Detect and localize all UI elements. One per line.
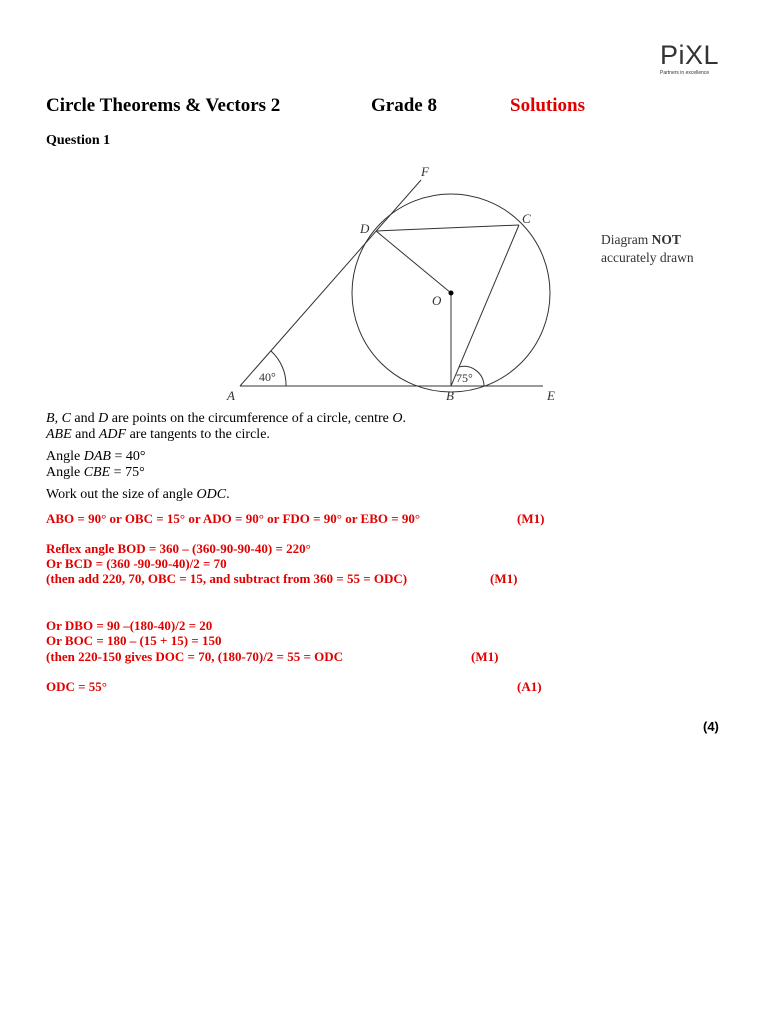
task-p2: . (226, 487, 230, 502)
statement-line-1 (46, 411, 406, 427)
logo-word: PiXL (660, 40, 720, 70)
radius-od (376, 231, 451, 293)
note-not: NOT (651, 232, 681, 247)
question-label: Question 1 (46, 133, 111, 148)
note-line1: Diagram (601, 232, 652, 247)
tangent-adf-name: ADF (98, 427, 127, 442)
label-e: E (547, 388, 555, 403)
s1-p5: are points on the circumference of a circle, centre (108, 411, 393, 426)
s1-p7: . (402, 411, 406, 426)
given-angle-dab (46, 449, 145, 465)
note-line2: accurately drawn (601, 250, 694, 265)
solution-mark-1: (M1) (517, 511, 545, 526)
label-f: F (421, 164, 429, 179)
label-a: A (227, 388, 235, 403)
task-line (46, 487, 230, 503)
total-marks: (4) (703, 719, 719, 734)
center-point (449, 291, 454, 296)
solution-line-1: ABO = 90° or OBC = 15° or ADO = 90° or FDO = 90° or EBO = 90° (46, 511, 421, 526)
point-d: D (98, 411, 109, 426)
ga1-p2: = 40° (110, 449, 146, 464)
page-title: Circle Theorems & Vectors 2 (46, 95, 281, 116)
angle-a-label: 40° (259, 370, 276, 384)
tangent-adf (240, 180, 421, 386)
s1-p1: , (54, 411, 62, 426)
solution-line-3: Or BCD = (360 -90-90-40)/2 = 70 (46, 556, 227, 571)
solution-mark-7: (M1) (471, 649, 499, 664)
page-header (46, 95, 726, 119)
solution-line-8: ODC = 55° (46, 679, 107, 694)
solution-line-2: Reflex angle BOD = 360 – (360-90-90-40) = 220° (46, 541, 311, 556)
logo-tagline: Partners in excellence (660, 70, 710, 76)
solution-mark-4: (M1) (490, 571, 518, 586)
label-d: D (360, 221, 370, 236)
s2-p1: and (71, 427, 99, 442)
given-angle-cbe (46, 465, 145, 481)
angle-cbe-name: CBE (83, 465, 111, 480)
statement-line-2 (46, 427, 270, 443)
chord-dc (376, 225, 519, 231)
task-p0: Work out the size of angle (46, 487, 197, 502)
label-c: C (522, 211, 531, 226)
tangent-abe-name: ABE (46, 427, 72, 442)
circle-diagram (215, 160, 575, 405)
grade-label: Grade 8 (371, 95, 437, 116)
s1-p3: and (70, 411, 99, 426)
angle-b-label: 75° (456, 371, 473, 385)
solution-line-6: Or BOC = 180 – (15 + 15) = 150 (46, 633, 222, 648)
label-b: B (446, 388, 454, 403)
pixl-logo (660, 42, 724, 78)
s2-p3: are tangents to the circle. (126, 427, 270, 442)
solution-line-5: Or DBO = 90 –(180-40)/2 = 20 (46, 618, 213, 633)
ga1-p0: Angle (46, 449, 84, 464)
ga2-p0: Angle (46, 465, 84, 480)
solutions-label: Solutions (510, 95, 585, 116)
centre-o: O (392, 411, 403, 426)
diagram-note (601, 231, 694, 267)
point-c: C (61, 411, 71, 426)
angle-dab-name: DAB (83, 449, 111, 464)
label-o: O (432, 293, 442, 308)
solution-line-4: (then add 220, 70, OBC = 15, and subtract from 360 = 55 = ODC) (46, 571, 408, 586)
point-b: B (46, 411, 55, 426)
chord-bc (451, 225, 519, 386)
angle-odc-name: ODC (196, 487, 227, 502)
ga2-p2: = 75° (110, 465, 145, 480)
solution-line-7: (then 220-150 gives DOC = 70, (180-70)/2 = 55 = ODC (46, 649, 344, 664)
solution-mark-8: (A1) (517, 679, 542, 694)
